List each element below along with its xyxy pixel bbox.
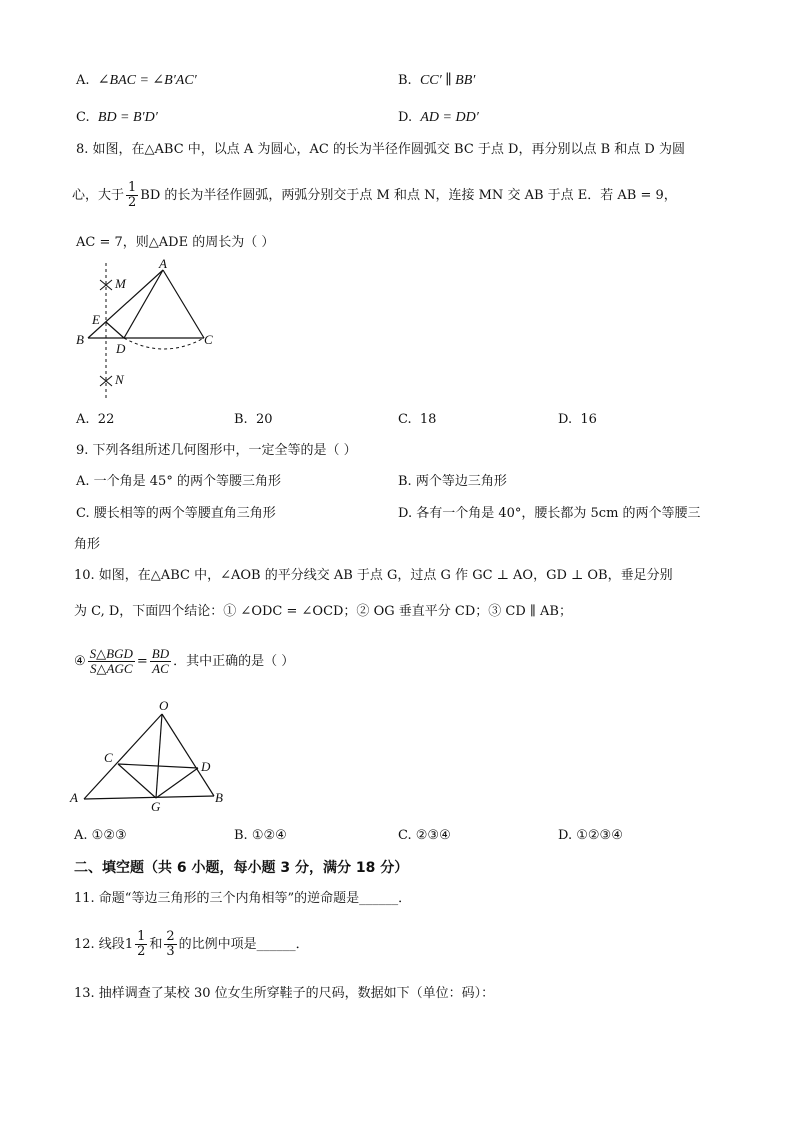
q10-label-d: D [201,759,211,774]
q8-option-a: A. 22 [76,412,115,427]
q10-label-c: C [104,750,113,765]
q10-stem-line2: 为 C, D，下面四个结论：① ∠ODC = ∠OCD；② OG 垂直平分 CD；③ CD ∥ AB； [74,604,572,619]
q8-label-c: C [204,332,213,347]
q10-stem-line3: ④ $\frac{\text{S△BGD}}{\text{S△AGC}}$ = $\frac{BD}{AC}$ ．其中正确的是（ ） [74,646,295,676]
q8-stem-line1: 8. 如图，在△ABC 中，以点 A 为圆心，AC 的长为半径作圆弧交 BC 于点 D，再分别以点 B 和点 D 为圆 [76,142,685,157]
q8-label-b: B [76,332,84,347]
fraction-one-half: $\frac{1}{2}$ [137,929,146,959]
fraction-two-thirds: $\frac{2}{3}$ [166,929,175,959]
q8-arc-cd [124,338,204,349]
q7-option-c: C. BD = B′D′ [76,110,158,125]
q10-option-c: C. ②③④ [398,828,451,843]
area-ratio-fraction: $\frac{\text{S△BGD}}{\text{S△AGC}}$ [89,646,133,676]
q8-label-d: D [116,341,126,356]
segment-ratio-fraction: $\frac{BD}{AC}$ [151,646,170,676]
q9-option-c: C. 腰长相等的两个等腰直角三角形 [76,506,276,521]
q13-stem: 13. 抽样调查了某校 30 位女生所穿鞋子的尺码，数据如下（单位：码）： [74,986,495,1001]
q10-label-o: O [159,698,169,713]
q10-label-g: G [151,799,161,814]
q10-figure [66,696,236,818]
q9-option-d: D. 各有一个角是 40°，腰长都为 5cm 的两个等腰三 [398,506,701,521]
q11-stem: 11. 命题“等边三角形的三个内角相等”的逆命题是______． [74,891,412,906]
q12-stem: 12. 线段1 $\frac{1}{2}$ 和 $\frac{2}{3}$ 的比例中项是______． [74,929,309,959]
q7-option-d: D. AD = DD′ [398,110,479,125]
q10-option-b: B. ①②④ [234,828,287,843]
q7-option-a: A. ∠BAC = ∠B′AC′ [76,73,197,88]
q10-stem-line1: 10. 如图，在△ABC 中，∠AOB 的平分线交 AB 于点 G，过点 G 作 GC ⊥ AO，GD ⊥ OB，垂足分别 [74,568,673,583]
q8-figure [70,258,230,403]
q8-option-c: C. 18 [398,412,437,427]
q7-option-b: B. CC′ ∥ BB′ [398,73,476,88]
q8-label-e: E [92,312,100,327]
q8-stem-line3: AC = 7，则△ADE 的周长为（ ） [76,235,275,250]
q10-label-b: B [215,790,223,805]
q8-label-m: M [115,276,126,291]
q9-option-a: A. 一个角是 45° 的两个等腰三角形 [76,474,281,489]
q10-option-a: A. ①②③ [74,828,127,843]
q10-option-d: D. ①②③④ [558,828,623,843]
q8-stem-line2: 心，大于 $\frac{1}{2}$ BD 的长为半径作圆弧，两弧分别交于点 M 和点 N，连接 MN 交 AB 于点 E．若 AB = 9， [72,180,677,210]
section-heading-fill-in: 二、填空题（共 6 小题，每小题 3 分，满分 18 分） [74,860,409,876]
q8-option-b: B. 20 [234,412,273,427]
q9-stem: 9. 下列各组所述几何图形中，一定全等的是（ ） [76,443,357,458]
q8-option-d: D. 16 [558,412,597,427]
q10-label-a: A [70,790,78,805]
q8-label-n: N [115,372,124,387]
q9-option-b: B. 两个等边三角形 [398,474,507,489]
fraction-half: $\frac{1}{2}$ [128,180,137,210]
q8-label-a: A [159,258,167,271]
q9-option-d-cont: 角形 [74,537,101,552]
